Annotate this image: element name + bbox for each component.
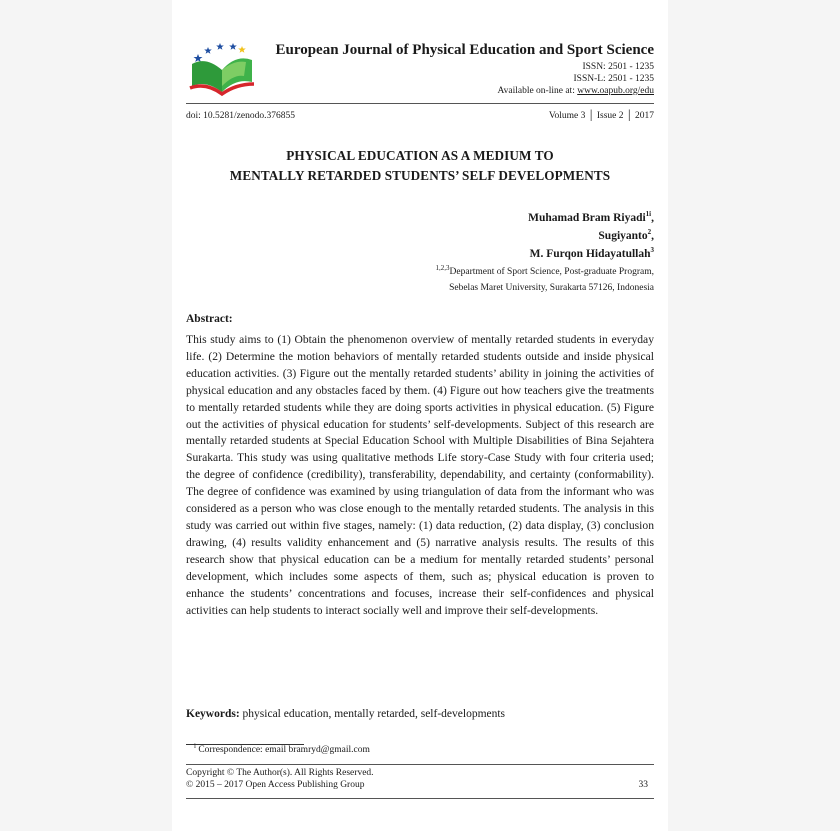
issue: Issue 2 bbox=[596, 111, 624, 121]
journal-page bbox=[172, 0, 668, 831]
affiliation-line-2: Sebelas Maret University, Surakarta 57126, Indonesia bbox=[449, 283, 654, 293]
author-sup: 1i bbox=[645, 210, 652, 219]
author-3 bbox=[530, 248, 654, 260]
availability-line bbox=[497, 86, 654, 96]
year: 2017 bbox=[635, 111, 654, 121]
author-name: Sugiyanto bbox=[598, 230, 648, 242]
footnote-marker: i bbox=[194, 741, 196, 750]
keywords-value: physical education, mentally retarded, self-developments bbox=[239, 708, 506, 720]
affiliation-text: Department of Sport Science, Post-graduate Program, bbox=[449, 267, 654, 277]
separator: │ bbox=[587, 111, 595, 121]
volume-issue-year bbox=[549, 111, 654, 121]
bottom-divider bbox=[186, 798, 654, 799]
open-book-logo-icon bbox=[186, 40, 258, 98]
abstract-heading: Abstract: bbox=[186, 313, 233, 325]
author-name: Muhamad Bram Riyadi bbox=[528, 212, 646, 224]
article-title-line-2: MENTALLY RETARDED STUDENTS’ SELF DEVELOPMENTS bbox=[229, 168, 611, 183]
header-divider bbox=[186, 103, 654, 104]
author-name: M. Furqon Hidayatullah bbox=[529, 248, 651, 260]
issn-l: ISSN-L: 2501 - 1235 bbox=[573, 74, 654, 84]
footer-divider bbox=[186, 764, 654, 765]
keywords bbox=[186, 708, 505, 720]
author-2 bbox=[598, 230, 654, 242]
author-suffix: , bbox=[651, 212, 654, 224]
author-sup: 2 bbox=[647, 228, 652, 237]
copyright: Copyright © The Author(s). All Rights Reserved. bbox=[186, 768, 374, 778]
author-1 bbox=[528, 212, 654, 224]
affiliation-sup: 1,2,3 bbox=[435, 263, 450, 272]
affiliation-line-1 bbox=[435, 263, 654, 277]
journal-logo bbox=[186, 40, 258, 98]
keywords-label: Keywords: bbox=[186, 708, 240, 720]
abstract-text: This study aims to (1) Obtain the phenomenon overview of mentally retarded students in everyday life. (2) Determine the motion behaviors of mentally retarded students outside and inside physical education activities. (3) Figure out the mentally retarded students’ ability in joining the activities of physical education and any obstacles faced by them. (4) Figure out how teachers give the treatments to mentally retarded students while they are doing sports activities in physical education. (5) Figure out the activities of physical education for students’ self-developments. Subject of this research are mentally retarded students at Special Education School with Multiple Disabilities of Bina Sejahtera Surakarta. This study was using qualitative methods Life story-Case Study with four criteria used; the degree of confidence (credibility), transferability, dependability, and certainty (conformability). The degree of confidence was examined by using triangulation of data from the informant who was considered as a person who was close enough to the mentally retarded students. The analysis in this study was carried out within five stages, namely: (1) data reduction, (2) data display, (3) conclusion drawing, (4) results validity enhancement and (5) narrative analysis results. The results of this research show that physical education can be a medium for mentally retarded students’ personal development, which includes some aspects of them, such as; physical education is proven to enhance the students’ concentrations and focuses, increase their self-confidences and physical activities can help students to interact socially well and improve their self-developments. bbox=[186, 333, 654, 617]
journal-url-link[interactable]: www.oapub.org/edu bbox=[577, 86, 654, 96]
volume: Volume 3 bbox=[548, 111, 586, 121]
article-title-line-1: PHYSICAL EDUCATION AS A MEDIUM TO bbox=[286, 148, 554, 163]
publisher: © 2015 – 2017 Open Access Publishing Group bbox=[186, 780, 365, 790]
page-number: 33 bbox=[638, 780, 648, 790]
correspondence-email: Correspondence: email bramryd@gmail.com bbox=[198, 745, 370, 755]
footnote bbox=[194, 741, 370, 755]
availability-label: Available on-line at: bbox=[497, 86, 578, 96]
journal-title: European Journal of Physical Education and Sport Science bbox=[275, 42, 654, 58]
author-suffix: , bbox=[651, 230, 654, 242]
author-sup: 3 bbox=[650, 246, 654, 255]
doi: doi: 10.5281/zenodo.376855 bbox=[186, 111, 295, 121]
issn: ISSN: 2501 - 1235 bbox=[582, 62, 654, 72]
separator: │ bbox=[625, 111, 633, 121]
